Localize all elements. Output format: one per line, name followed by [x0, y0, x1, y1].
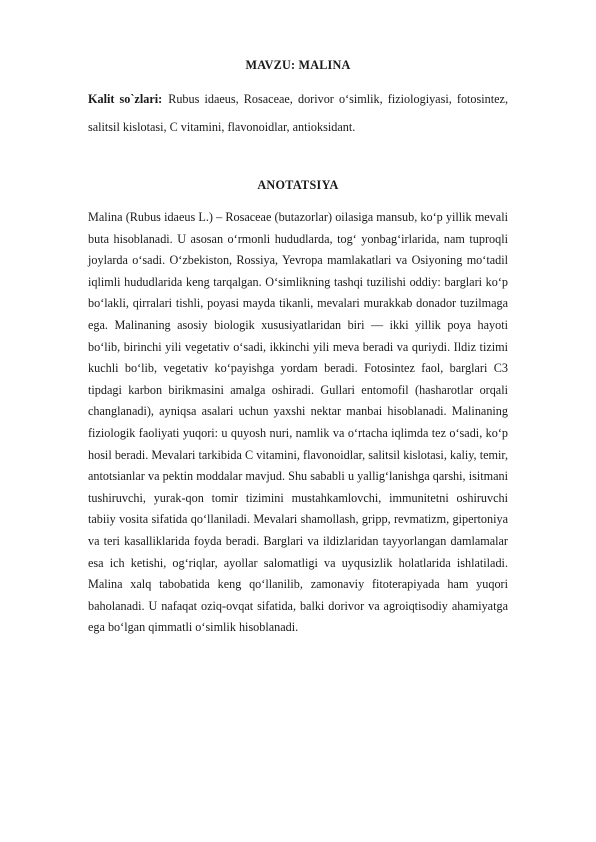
abstract-paragraph: Malina (Rubus idaeus L.) – Rosaceae (butazorlar) oilasiga mansub, ko‘p yillik mevali buta hisoblanadi. U asosan o‘rmonli hududlarda, tog‘ yonbag‘irlarida, nam tuproqli joylarda o‘sadi. O‘zbekiston, Rossiya, Yevropa mamlakatlari va Osiyoning mo‘tadil iqlimli hududlarida keng tarqalgan. O‘simlikning tashqi tuzilishi oddiy: barglari ko‘p bo‘lakli, qirralari tishli, poyasi mayda tikanli, mevalari murakkab donador tuzilmaga ega. Malinaning asosiy biologik xususiyatlaridan biri — ikki yillik poya hayoti bo‘lib, birinchi yili vegetativ o‘sadi, ikkinchi yili meva beradi va quriydi. Ildiz tizimi kuchli bo‘lib, vegetativ ko‘payishga yordam beradi. Fotosintez faol, barglari C3 tipdagi karbon birikmasini amalga oshiradi. Gullari entomofil (hasharotlar orqali changlanadi), ayniqsa asalari uchun yaxshi nektar manbai hisoblanadi. Malinaning fiziologik faoliyati yuqori: u quyosh nuri, namlik va o‘rtacha iqlimda tez o‘sadi, ko‘p hosil beradi. Mevalari tarkibida C vitamini, flavonoidlar, salitsil kislotasi, kaliy, temir, antotsianlar va pektin moddalar mavjud. Shu sababli u yallig‘lanishga qarshi, isitmani tushiruvchi, yurak-qon tomir tizimini mustahkamlovchi, immunitetni oshiruvchi tabiiy vosita sifatida qo‘llaniladi. Mevalari shamollash, gripp, revmatizm, gipertoniya va teri kasalliklarida foyda beradi. Barglari va ildizlaridan tayyorlangan damlamalar esa ich ketishi, og‘riqlar, ayollar salomatligi va uyqusizlik holatlarida ishlatiladi. Malina xalq tabobatida keng qo‘llanilib, zamonaviy fitoterapiyada ham yuqori baholanadi. U nafaqat oziq-ovqat sifatida, balki dorivor va agroiqtisodiy ahamiyatga ega bo‘lgan qimmatli o‘simlik hisoblanadi.: [88, 210, 508, 635]
abstract-heading: ANOTATSIYA: [257, 178, 339, 192]
keywords-text: Rubus idaeus, Rosaceae, dorivor o‘simlik, fiziologiyasi, fotosintez, salitsil kislotasi, C vitamini, flavonoidlar, antioksidant.: [88, 92, 509, 134]
page-title: MAVZU: MALINA: [245, 58, 351, 72]
keywords-label: Kalit so`zlari:: [88, 92, 163, 106]
keywords-paragraph: [88, 86, 508, 141]
